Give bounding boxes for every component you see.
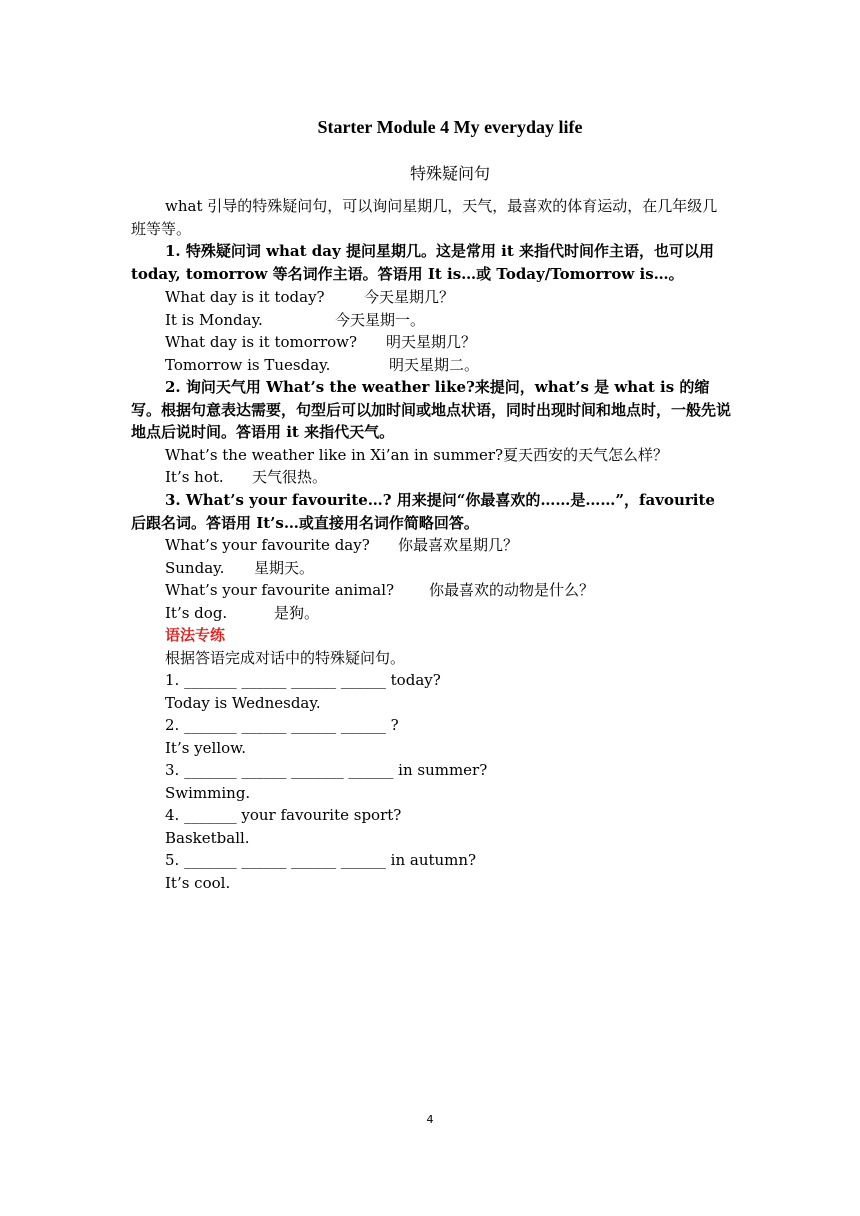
example-en: What’s the weather like in Xi’an in summer? — [165, 446, 504, 464]
practice-instruction: 根据答语完成对话中的特殊疑问句。 — [165, 649, 406, 667]
example-en: What’s your favourite animal? — [165, 581, 395, 599]
exercise-question: 5. _______ ______ ______ ______ in autumn? — [165, 851, 477, 869]
example-en: It’s dog. — [165, 604, 228, 622]
example-en: What day is it today? — [165, 288, 325, 306]
example-en: Tomorrow is Tuesday. — [165, 356, 331, 374]
exercise-answer: Today is Wednesday. — [165, 694, 321, 712]
example-zh: 夏天西安的天气怎么样？ — [503, 446, 669, 464]
exercise-question: 3. _______ ______ _______ ______ in summer? — [165, 761, 488, 779]
example-zh: 今天星期一。 — [335, 311, 426, 329]
exercise-answer: Basketball. — [165, 829, 250, 847]
example-en: Sunday. — [165, 559, 225, 577]
example-zh: 今天星期几？ — [364, 288, 455, 306]
intro-paragraph: what 引导的特殊疑问句，可以询问星期几，天气，最喜欢的体育运动，在几年级几班等等。 — [131, 197, 718, 238]
example-en: It’s hot. — [165, 468, 224, 486]
point-1-paragraph: 1. 特殊疑问词 what day 提问星期几。这是常用 it 来指代时间作主语，也可以用 today, tomorrow 等名词作主语。答语用 It is…或 Today/Tomorrow is…。 — [131, 242, 715, 283]
section-subtitle: 特殊疑问句 — [409, 164, 490, 183]
exercise-question: 1. _______ ______ ______ ______ today? — [165, 671, 441, 689]
example-en: What day is it tomorrow? — [165, 333, 358, 351]
exercise-answer: It’s cool. — [165, 874, 231, 892]
example-zh: 星期天。 — [254, 559, 315, 577]
point-2-paragraph: 2. 询问天气用 What’s the weather like?来提问，what’s 是 what is 的缩写。根据句意表达需要，句型后可以加时间或地点状语，同时出现时间和地点时，一般先说地点后说时间。答语用 it 来指代天气。 — [131, 378, 732, 441]
example-zh: 明天星期二。 — [389, 356, 480, 374]
example-zh: 是狗。 — [274, 604, 320, 622]
page-number: 4 — [426, 1113, 434, 1126]
point-3-paragraph: 3. What’s your favourite…? 用来提问“你最喜欢的……是……”，favourite 后跟名词。答语用 It’s…或直接用名词作简略回答。 — [131, 491, 715, 532]
page-title: Starter Module 4 My everyday life — [317, 117, 583, 137]
example-en: It is Monday. — [165, 311, 263, 329]
practice-heading: 语法专练 — [165, 626, 226, 644]
example-zh: 明天星期几？ — [386, 333, 477, 351]
exercise-answer: It’s yellow. — [165, 739, 246, 757]
example-zh: 你最喜欢星期几？ — [398, 536, 519, 554]
exercise-question: 4. _______ your favourite sport? — [165, 806, 402, 824]
example-zh: 天气很热。 — [252, 468, 328, 486]
example-en: What’s your favourite day? — [165, 536, 370, 554]
exercise-question: 2. _______ ______ ______ ______ ? — [165, 716, 399, 734]
exercise-answer: Swimming. — [165, 784, 251, 802]
example-zh: 你最喜欢的动物是什么？ — [429, 581, 595, 599]
